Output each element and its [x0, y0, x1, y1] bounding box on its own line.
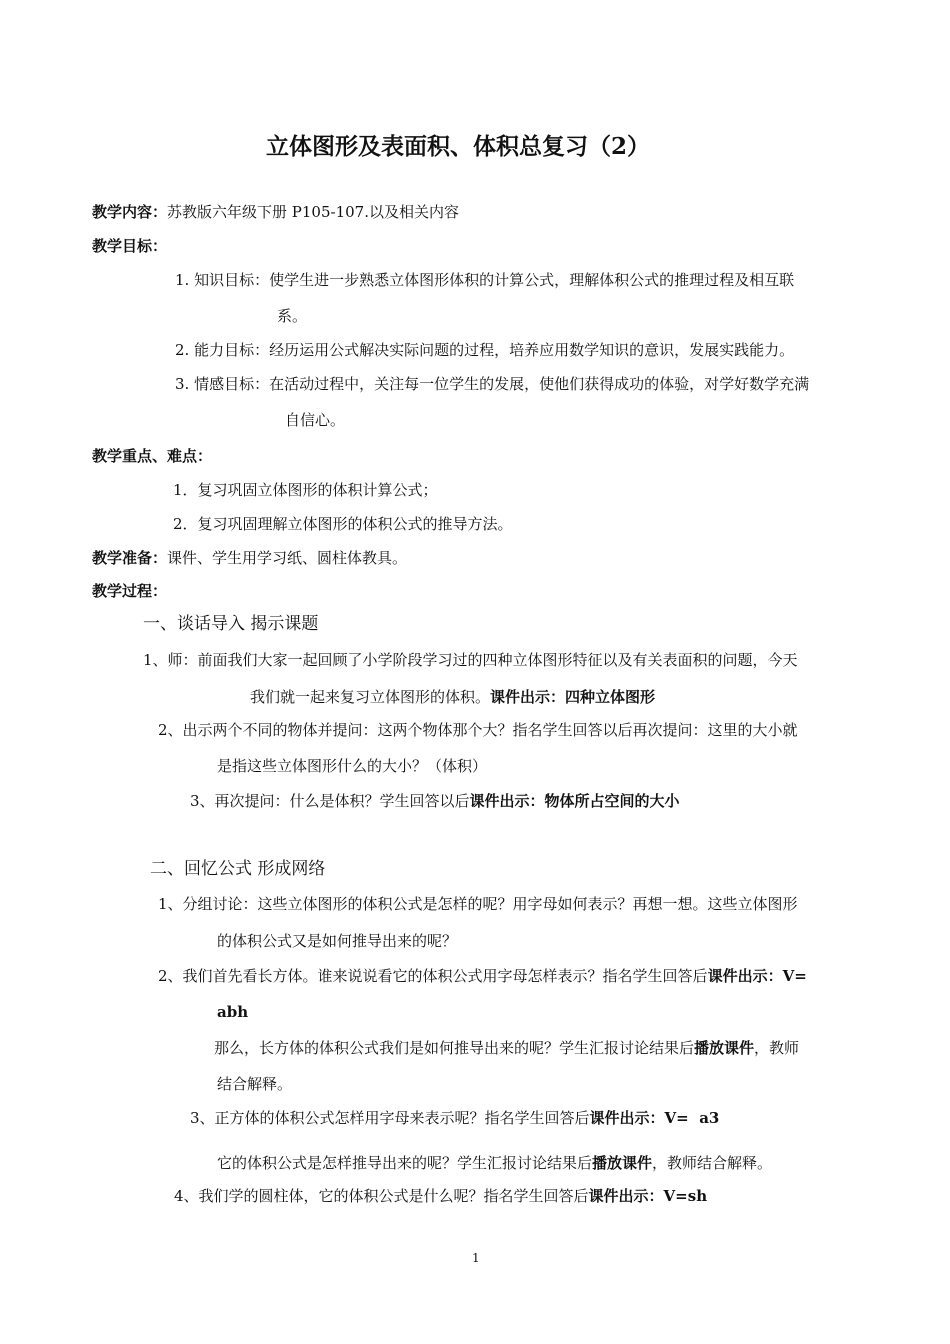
section-2-item-3-courseware: 课件出示：V= a3 — [589, 1109, 720, 1127]
teaching-content-line — [92, 202, 459, 222]
section-2-item-2-explain: 那么，长方体的体积公式我们是如何推导出来的呢？学生汇报讨论结果后 — [214, 1039, 695, 1057]
section-1-item-2-line-1: 2、出示两个不同的物体并提问：这两个物体那个大？指名学生回答以后再次提问：这里的大小就 — [158, 721, 798, 739]
section-2-item-3-text: 3、正方体的体积公式怎样用字母来表示呢？指名学生回答后 — [190, 1109, 590, 1127]
section-2-item-2-text: 2、我们首先看长方体。谁来说说看它的体积公式用字母怎样表示？指名学生回答后 — [158, 967, 708, 985]
preparation-label: 教学准备： — [92, 549, 168, 567]
document-title: 立体图形及表面积、体积总复习（2） — [266, 133, 651, 160]
goal-3-line-2: 自信心。 — [285, 411, 346, 429]
section-2-item-4 — [174, 1186, 707, 1206]
section-1-item-1-line-2 — [250, 687, 655, 707]
section-1-item-3 — [190, 791, 680, 811]
focus-item-1: 1．复习巩固立体图形的体积计算公式； — [173, 481, 438, 499]
section-1-item-3-courseware: 课件出示：物体所占空间的大小 — [469, 792, 680, 810]
section-2-item-3-line-2 — [217, 1153, 772, 1173]
section-2-item-2-tail: ，教师 — [754, 1039, 800, 1057]
section-2-item-3-explain: 它的体积公式是怎样推导出来的呢？学生汇报讨论结果后 — [217, 1154, 593, 1172]
preparation-line — [92, 548, 407, 568]
goal-2: 2. 能力目标：经历运用公式解决实际问题的过程，培养应用数学知识的意识，发展实践能力。 — [175, 341, 795, 359]
process-label: 教学过程： — [92, 582, 168, 600]
section-2-item-3-line-1 — [190, 1108, 719, 1128]
teaching-content-text: 苏教版六年级下册 P105-107.以及相关内容 — [167, 203, 459, 221]
section-1-item-3-text: 3、再次提问：什么是体积？学生回答以后 — [190, 792, 470, 810]
section-2-item-1-line-2: 的体积公式又是如何推导出来的呢？ — [217, 932, 458, 950]
section-2-item-2-formula: abh — [217, 1003, 249, 1021]
section-2-item-2-courseware: 课件出示：V= — [707, 967, 807, 985]
focus-item-2: 2．复习巩固理解立体图形的体积公式的推导方法。 — [173, 515, 513, 533]
teaching-content-label: 教学内容： — [92, 203, 168, 221]
section-1-item-1-line-1: 1、师：前面我们大家一起回顾了小学阶段学习过的四种立体图形特征以及有关表面积的问题，今天 — [143, 651, 798, 669]
section-2-item-3-tail: ，教师结合解释。 — [652, 1154, 773, 1172]
section-2-heading: 二、回忆公式 形成网络 — [150, 859, 326, 879]
section-1-item-1-courseware: 课件出示：四种立体图形 — [490, 688, 656, 706]
section-2-item-4-text: 4、我们学的圆柱体，它的体积公式是什么呢？指名学生回答后 — [174, 1187, 589, 1205]
page-number: 1 — [472, 1251, 480, 1265]
section-2-item-2-line-1 — [158, 966, 807, 986]
focus-label: 教学重点、难点： — [92, 447, 213, 465]
goal-1-line-1: 1. 知识目标：使学生进一步熟悉立体图形体积的计算公式，理解体积公式的推理过程及相互联 — [175, 271, 795, 289]
goal-1-line-2: 系。 — [277, 307, 308, 325]
section-2-item-4-courseware: 课件出示：V=sh — [588, 1187, 708, 1205]
section-2-item-2-play: 播放课件 — [694, 1039, 755, 1057]
goal-3-line-1: 3. 情感目标：在活动过程中，关注每一位学生的发展，使他们获得成功的体验，对学好数学充满 — [175, 375, 810, 393]
section-2-item-3-play: 播放课件 — [592, 1154, 653, 1172]
section-1-heading: 一、谈话导入 揭示课题 — [143, 614, 319, 634]
section-1-item-2-line-2: 是指这些立体图形什么的大小？（体积） — [217, 757, 488, 775]
preparation-text: 课件、学生用学习纸、圆柱体教具。 — [167, 549, 408, 567]
teaching-goals-label: 教学目标： — [92, 237, 168, 255]
section-1-item-1-text: 我们就一起来复习立体图形的体积。 — [250, 688, 491, 706]
section-2-item-2-line-4: 结合解释。 — [217, 1075, 293, 1093]
section-2-item-2-line-3 — [214, 1038, 799, 1058]
section-2-item-1-line-1: 1、分组讨论：这些立体图形的体积公式是怎样的呢？用字母如何表示？再想一想。这些立体图形 — [158, 895, 798, 913]
